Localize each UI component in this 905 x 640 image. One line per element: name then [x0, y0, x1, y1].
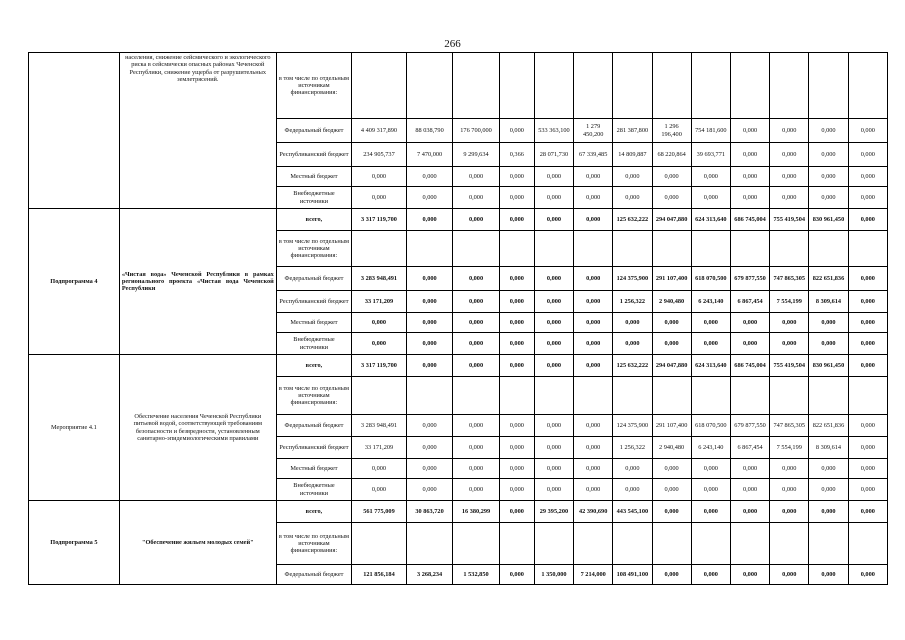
amount-cell: 3 283 948,491 — [352, 267, 407, 291]
funding-source-cell: Республиканский бюджет — [276, 143, 351, 167]
amount-cell: 2 940,480 — [652, 437, 691, 459]
amount-cell: 0,000 — [730, 479, 769, 501]
amount-cell: 754 181,600 — [691, 119, 730, 143]
amount-cell: 0,000 — [730, 119, 769, 143]
amount-cell: 0,000 — [453, 415, 499, 437]
amount-cell: 0,000 — [848, 313, 887, 333]
amount-cell: 4 409 317,890 — [352, 119, 407, 143]
amount-cell: 686 745,004 — [730, 355, 769, 377]
amount-cell: 0,000 — [574, 209, 613, 231]
amount-cell: 0,000 — [406, 415, 452, 437]
amount-cell — [691, 523, 730, 565]
amount-cell: 0,000 — [499, 333, 534, 355]
amount-cell: 0,000 — [613, 187, 652, 209]
amount-cell: 0,000 — [691, 565, 730, 585]
amount-cell: 624 313,640 — [691, 209, 730, 231]
amount-cell — [534, 377, 573, 415]
amount-cell: 1 350,000 — [534, 565, 573, 585]
amount-cell — [453, 53, 499, 119]
funding-source-cell: Внебюджетные источники — [276, 333, 351, 355]
amount-cell: 0,000 — [613, 313, 652, 333]
amount-cell: 679 877,550 — [730, 415, 769, 437]
amount-cell: 9 299,634 — [453, 143, 499, 167]
amount-cell: 1 279 450,200 — [574, 119, 613, 143]
amount-cell: 0,000 — [613, 167, 652, 187]
amount-cell — [406, 523, 452, 565]
amount-cell — [770, 523, 809, 565]
amount-cell: 125 632,222 — [613, 355, 652, 377]
amount-cell: 0,000 — [352, 479, 407, 501]
amount-cell: 0,000 — [574, 459, 613, 479]
amount-cell: 0,000 — [809, 479, 848, 501]
amount-cell: 0,000 — [499, 267, 534, 291]
amount-cell: 281 387,800 — [613, 119, 652, 143]
amount-cell: 3 317 119,700 — [352, 355, 407, 377]
funding-source-cell: всего, — [276, 355, 351, 377]
amount-cell: 0,000 — [352, 459, 407, 479]
amount-cell: 291 107,400 — [652, 267, 691, 291]
program-name-cell — [29, 53, 120, 209]
amount-cell: 0,000 — [848, 119, 887, 143]
amount-cell: 0,000 — [406, 291, 452, 313]
amount-cell: 0,000 — [453, 209, 499, 231]
amount-cell: 0,000 — [848, 459, 887, 479]
amount-cell — [652, 53, 691, 119]
amount-cell: 0,000 — [848, 415, 887, 437]
amount-cell: 0,000 — [499, 415, 534, 437]
amount-cell: 0,000 — [534, 437, 573, 459]
amount-cell: 0,000 — [652, 187, 691, 209]
funding-source-cell: Внебюджетные источники — [276, 187, 351, 209]
amount-cell — [730, 53, 769, 119]
amount-cell — [652, 377, 691, 415]
amount-cell — [453, 523, 499, 565]
amount-cell: 0,000 — [809, 313, 848, 333]
amount-cell — [499, 53, 534, 119]
amount-cell: 0,000 — [652, 501, 691, 523]
amount-cell: 0,000 — [809, 565, 848, 585]
funding-source-cell: в том числе по отдельным источникам финансирования: — [276, 377, 351, 415]
amount-cell: 1 296 196,400 — [652, 119, 691, 143]
amount-cell: 0,000 — [613, 333, 652, 355]
amount-cell: 0,000 — [809, 187, 848, 209]
amount-cell: 0,000 — [453, 291, 499, 313]
amount-cell — [770, 231, 809, 267]
amount-cell: 0,000 — [534, 459, 573, 479]
program-name-cell: Подпрограмма 5 — [29, 501, 120, 585]
amount-cell: 0,000 — [534, 291, 573, 313]
amount-cell: 0,000 — [534, 333, 573, 355]
amount-cell: 0,000 — [770, 167, 809, 187]
amount-cell: 0,000 — [574, 415, 613, 437]
amount-cell: 0,000 — [499, 355, 534, 377]
amount-cell: 3 317 119,700 — [352, 209, 407, 231]
amount-cell: 0,000 — [730, 143, 769, 167]
amount-cell: 0,000 — [691, 313, 730, 333]
amount-cell: 0,000 — [574, 267, 613, 291]
amount-cell: 7 554,199 — [770, 291, 809, 313]
amount-cell: 0,000 — [730, 501, 769, 523]
amount-cell — [352, 377, 407, 415]
amount-cell: 1 532,850 — [453, 565, 499, 585]
amount-cell: 822 651,836 — [809, 415, 848, 437]
table-row — [29, 209, 888, 231]
amount-cell: 0,000 — [848, 501, 887, 523]
amount-cell — [406, 231, 452, 267]
amount-cell: 0,000 — [770, 313, 809, 333]
amount-cell: 0,000 — [652, 313, 691, 333]
amount-cell: 29 395,200 — [534, 501, 573, 523]
amount-cell: 686 745,004 — [730, 209, 769, 231]
amount-cell: 0,000 — [574, 333, 613, 355]
amount-cell: 0,000 — [534, 209, 573, 231]
amount-cell — [534, 231, 573, 267]
amount-cell: 0,000 — [499, 479, 534, 501]
amount-cell: 0,000 — [809, 167, 848, 187]
amount-cell: 618 070,500 — [691, 267, 730, 291]
amount-cell: 0,000 — [406, 209, 452, 231]
amount-cell: 0,000 — [499, 291, 534, 313]
program-description-cell: населения, снижение сейсмического и экологического риска в сейсмически опасных районах Чеченской Республики, снижение ущерба от разрушительных землетрясений. — [119, 53, 276, 209]
amount-cell — [406, 377, 452, 415]
amount-cell: 443 545,100 — [613, 501, 652, 523]
amount-cell — [730, 523, 769, 565]
table-row — [29, 501, 888, 523]
amount-cell: 8 309,614 — [809, 437, 848, 459]
amount-cell: 121 856,184 — [352, 565, 407, 585]
amount-cell: 0,000 — [730, 167, 769, 187]
amount-cell — [613, 523, 652, 565]
amount-cell: 7 214,000 — [574, 565, 613, 585]
amount-cell: 0,000 — [574, 479, 613, 501]
amount-cell: 1 256,322 — [613, 291, 652, 313]
amount-cell: 0,000 — [730, 565, 769, 585]
amount-cell: 2 940,480 — [652, 291, 691, 313]
funding-source-cell: в том числе по отдельным источникам финансирования: — [276, 523, 351, 565]
funding-source-cell: Внебюджетные источники — [276, 479, 351, 501]
amount-cell — [352, 231, 407, 267]
amount-cell — [352, 53, 407, 119]
amount-cell: 533 363,100 — [534, 119, 573, 143]
amount-cell: 108 491,100 — [613, 565, 652, 585]
amount-cell: 0,000 — [453, 313, 499, 333]
amount-cell: 6 243,140 — [691, 291, 730, 313]
amount-cell: 67 339,485 — [574, 143, 613, 167]
amount-cell: 0,000 — [406, 355, 452, 377]
amount-cell — [691, 53, 730, 119]
amount-cell: 88 038,790 — [406, 119, 452, 143]
amount-cell — [534, 53, 573, 119]
amount-cell: 294 047,880 — [652, 355, 691, 377]
amount-cell: 0,000 — [534, 187, 573, 209]
amount-cell: 28 071,730 — [534, 143, 573, 167]
amount-cell — [809, 377, 848, 415]
amount-cell: 0,000 — [406, 267, 452, 291]
program-description-cell: «Чистая вода» Чеченской Республики в рамках регионального проекта «Чистая вода Чеченской Республики — [119, 209, 276, 355]
amount-cell — [574, 523, 613, 565]
amount-cell: 0,000 — [848, 187, 887, 209]
amount-cell: 176 700,000 — [453, 119, 499, 143]
amount-cell: 0,000 — [352, 187, 407, 209]
amount-cell: 0,000 — [691, 479, 730, 501]
amount-cell — [809, 231, 848, 267]
amount-cell: 6 243,140 — [691, 437, 730, 459]
amount-cell: 33 171,209 — [352, 437, 407, 459]
amount-cell: 234 905,737 — [352, 143, 407, 167]
amount-cell: 0,000 — [809, 119, 848, 143]
amount-cell: 0,000 — [499, 119, 534, 143]
amount-cell — [770, 377, 809, 415]
amount-cell: 0,000 — [730, 187, 769, 209]
funding-source-cell: всего, — [276, 501, 351, 523]
funding-source-cell: Местный бюджет — [276, 313, 351, 333]
amount-cell: 16 380,299 — [453, 501, 499, 523]
amount-cell: 0,000 — [730, 459, 769, 479]
amount-cell — [809, 53, 848, 119]
program-description-cell: Обеспечение населения Чеченской Республики питьевой водой, соответствующей требованиям безопасности и безвредности, установленным санитарно-эпидемиологическими правилами — [119, 355, 276, 501]
amount-cell: 1 256,322 — [613, 437, 652, 459]
amount-cell: 0,000 — [406, 313, 452, 333]
amount-cell: 0,000 — [453, 167, 499, 187]
amount-cell — [574, 377, 613, 415]
amount-cell: 747 865,305 — [770, 415, 809, 437]
program-description-cell: "Обеспечение жильем молодых семей" — [119, 501, 276, 585]
amount-cell: 0,000 — [809, 459, 848, 479]
amount-cell: 0,000 — [499, 459, 534, 479]
amount-cell — [652, 523, 691, 565]
amount-cell: 30 863,720 — [406, 501, 452, 523]
page-number: 266 — [444, 38, 461, 50]
funding-source-cell: всего, — [276, 209, 351, 231]
amount-cell: 0,000 — [770, 333, 809, 355]
amount-cell: 0,000 — [770, 459, 809, 479]
amount-cell: 830 961,450 — [809, 355, 848, 377]
amount-cell — [691, 377, 730, 415]
amount-cell: 0,000 — [770, 479, 809, 501]
funding-source-cell: Республиканский бюджет — [276, 291, 351, 313]
amount-cell: 0,000 — [534, 415, 573, 437]
amount-cell: 0,000 — [730, 313, 769, 333]
amount-cell: 0,000 — [770, 501, 809, 523]
amount-cell: 0,000 — [574, 291, 613, 313]
amount-cell: 561 775,009 — [352, 501, 407, 523]
program-name-cell: Подпрограмма 4 — [29, 209, 120, 355]
amount-cell: 0,000 — [848, 479, 887, 501]
amount-cell: 0,000 — [406, 479, 452, 501]
amount-cell: 0,000 — [770, 565, 809, 585]
amount-cell — [406, 53, 452, 119]
amount-cell: 755 419,504 — [770, 355, 809, 377]
amount-cell — [730, 377, 769, 415]
amount-cell — [809, 523, 848, 565]
amount-cell — [613, 377, 652, 415]
amount-cell: 0,000 — [453, 187, 499, 209]
amount-cell: 0,000 — [848, 333, 887, 355]
amount-cell: 0,000 — [770, 187, 809, 209]
amount-cell: 0,000 — [499, 437, 534, 459]
amount-cell — [730, 231, 769, 267]
amount-cell: 3 283 948,491 — [352, 415, 407, 437]
amount-cell: 0,000 — [574, 187, 613, 209]
amount-cell: 8 309,614 — [809, 291, 848, 313]
amount-cell — [848, 523, 887, 565]
amount-cell: 124 375,900 — [613, 267, 652, 291]
amount-cell — [499, 523, 534, 565]
amount-cell — [613, 53, 652, 119]
funding-source-cell: Республиканский бюджет — [276, 437, 351, 459]
amount-cell — [352, 523, 407, 565]
amount-cell — [848, 377, 887, 415]
amount-cell: 0,000 — [406, 187, 452, 209]
amount-cell: 294 047,880 — [652, 209, 691, 231]
amount-cell: 0,000 — [499, 501, 534, 523]
amount-cell: 42 390,690 — [574, 501, 613, 523]
amount-cell: 0,000 — [691, 333, 730, 355]
amount-cell: 0,000 — [406, 167, 452, 187]
amount-cell: 124 375,900 — [613, 415, 652, 437]
amount-cell: 0,000 — [534, 167, 573, 187]
amount-cell — [453, 231, 499, 267]
amount-cell: 0,000 — [534, 313, 573, 333]
amount-cell — [691, 231, 730, 267]
amount-cell: 624 313,640 — [691, 355, 730, 377]
amount-cell: 0,000 — [499, 167, 534, 187]
amount-cell: 0,000 — [574, 437, 613, 459]
amount-cell — [574, 53, 613, 119]
amount-cell: 0,000 — [352, 313, 407, 333]
amount-cell: 0,000 — [691, 459, 730, 479]
amount-cell: 755 419,504 — [770, 209, 809, 231]
amount-cell: 14 809,887 — [613, 143, 652, 167]
amount-cell: 0,000 — [809, 143, 848, 167]
amount-cell: 0,000 — [453, 437, 499, 459]
amount-cell: 0,000 — [770, 119, 809, 143]
budget-table — [28, 52, 888, 585]
amount-cell: 0,000 — [574, 313, 613, 333]
amount-cell: 0,000 — [652, 479, 691, 501]
amount-cell: 39 693,771 — [691, 143, 730, 167]
amount-cell: 0,000 — [770, 143, 809, 167]
amount-cell: 0,000 — [406, 333, 452, 355]
amount-cell: 0,000 — [499, 187, 534, 209]
amount-cell: 0,000 — [453, 333, 499, 355]
amount-cell: 0,000 — [534, 355, 573, 377]
amount-cell — [613, 231, 652, 267]
amount-cell: 0,000 — [499, 313, 534, 333]
funding-source-cell: Местный бюджет — [276, 459, 351, 479]
amount-cell — [848, 53, 887, 119]
amount-cell: 0,000 — [574, 167, 613, 187]
amount-cell: 0,000 — [352, 167, 407, 187]
amount-cell: 0,000 — [499, 565, 534, 585]
amount-cell: 0,000 — [809, 501, 848, 523]
amount-cell: 0,000 — [848, 291, 887, 313]
program-name-cell: Мероприятие 4.1 — [29, 355, 120, 501]
amount-cell: 0,000 — [848, 437, 887, 459]
amount-cell: 7 470,000 — [406, 143, 452, 167]
amount-cell: 0,000 — [691, 167, 730, 187]
table-row — [29, 355, 888, 377]
amount-cell: 0,000 — [453, 267, 499, 291]
amount-cell — [499, 377, 534, 415]
amount-cell: 0,000 — [848, 209, 887, 231]
funding-source-cell: Федеральный бюджет — [276, 415, 351, 437]
amount-cell: 0,000 — [406, 437, 452, 459]
amount-cell: 0,000 — [499, 209, 534, 231]
amount-cell: 0,000 — [453, 479, 499, 501]
amount-cell: 0,366 — [499, 143, 534, 167]
amount-cell: 0,000 — [453, 355, 499, 377]
amount-cell: 6 867,454 — [730, 291, 769, 313]
amount-cell: 68 220,864 — [652, 143, 691, 167]
amount-cell: 830 961,450 — [809, 209, 848, 231]
amount-cell: 0,000 — [848, 143, 887, 167]
amount-cell: 0,000 — [613, 459, 652, 479]
amount-cell: 0,000 — [534, 267, 573, 291]
amount-cell — [848, 231, 887, 267]
amount-cell: 0,000 — [848, 355, 887, 377]
amount-cell: 822 651,836 — [809, 267, 848, 291]
amount-cell — [770, 53, 809, 119]
amount-cell: 0,000 — [534, 479, 573, 501]
amount-cell: 0,000 — [730, 333, 769, 355]
amount-cell: 0,000 — [613, 479, 652, 501]
amount-cell: 0,000 — [848, 565, 887, 585]
amount-cell: 0,000 — [809, 333, 848, 355]
funding-source-cell: в том числе по отдельным источникам финансирования: — [276, 53, 351, 119]
amount-cell: 0,000 — [352, 333, 407, 355]
amount-cell: 3 268,234 — [406, 565, 452, 585]
amount-cell: 0,000 — [848, 267, 887, 291]
amount-cell — [652, 231, 691, 267]
amount-cell: 747 865,305 — [770, 267, 809, 291]
amount-cell: 0,000 — [652, 565, 691, 585]
funding-source-cell: Местный бюджет — [276, 167, 351, 187]
amount-cell — [534, 523, 573, 565]
amount-cell: 7 554,199 — [770, 437, 809, 459]
funding-source-cell: Федеральный бюджет — [276, 267, 351, 291]
amount-cell: 125 632,222 — [613, 209, 652, 231]
amount-cell — [453, 377, 499, 415]
amount-cell — [499, 231, 534, 267]
amount-cell: 6 867,454 — [730, 437, 769, 459]
amount-cell: 0,000 — [406, 459, 452, 479]
amount-cell: 618 070,500 — [691, 415, 730, 437]
funding-source-cell: Федеральный бюджет — [276, 119, 351, 143]
amount-cell: 679 877,550 — [730, 267, 769, 291]
table-row — [29, 53, 888, 119]
amount-cell: 0,000 — [652, 333, 691, 355]
amount-cell: 0,000 — [574, 355, 613, 377]
funding-source-cell: в том числе по отдельным источникам финансирования: — [276, 231, 351, 267]
amount-cell — [574, 231, 613, 267]
funding-source-cell: Федеральный бюджет — [276, 565, 351, 585]
amount-cell: 291 107,400 — [652, 415, 691, 437]
amount-cell: 0,000 — [848, 167, 887, 187]
amount-cell: 0,000 — [691, 187, 730, 209]
amount-cell: 0,000 — [652, 167, 691, 187]
amount-cell: 0,000 — [652, 459, 691, 479]
amount-cell: 0,000 — [453, 459, 499, 479]
amount-cell: 33 171,209 — [352, 291, 407, 313]
amount-cell: 0,000 — [691, 501, 730, 523]
